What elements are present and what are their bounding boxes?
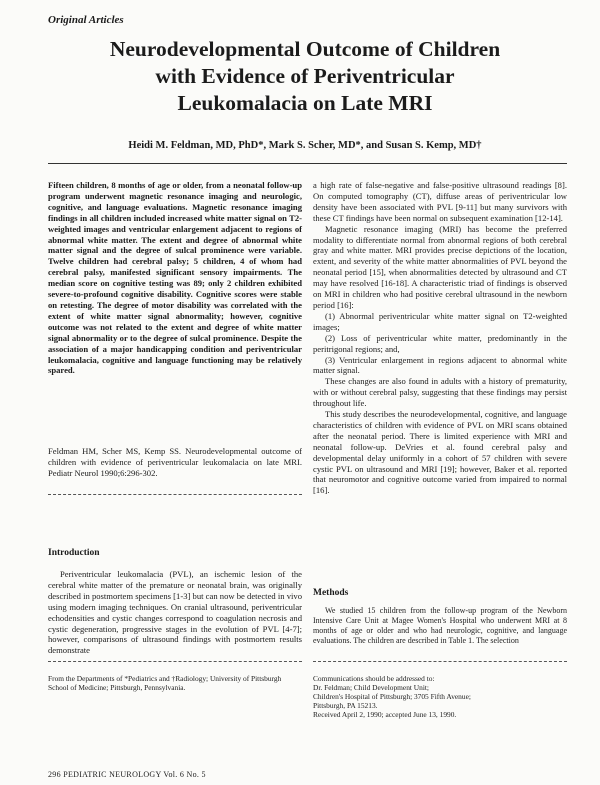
correspondence-line: Children's Hospital of Pittsburgh; 3705 Fifth Avenue;	[313, 692, 471, 701]
list-item: (2) Loss of periventricular white matter, predominantly in the peritrigonal regions; and,	[313, 332, 567, 354]
correspondence-line: Pittsburgh, PA 15213.	[313, 701, 378, 710]
paragraph: This study describes the neurodevelopmental, cognitive, and language characteristics of children with evidence of PVL on MRI scans obtained after the neonatal period. There is limited experience with MRI and neonatal follow-up. DeVries et al. found cerebral palsy and developmental delay uniformly in a cohort of 57 children with severe cystic PVL on ultrasound and MRI [19]; however, Baker et al. reported that neuromotor and cognitive outcome varied from impaired to normal [16].	[313, 409, 567, 496]
methods-paragraph: We studied 15 children from the follow-up program of the Newborn Intensive Care Unit at Magee Women's Hospital who underwent MRI at 8 months of age or older and who had neurologic, cognitive, and language evaluations. The children are described in Table 1. The selection	[313, 606, 567, 645]
introduction-heading: Introduction	[48, 548, 100, 558]
introduction-text	[48, 569, 302, 656]
correspondence-line: Dr. Feldman; Child Development Unit;	[313, 683, 429, 692]
methods-heading: Methods	[313, 588, 349, 598]
author-list: Heidi M. Feldman, MD, PhD*, Mark S. Scher, MD*, and Susan S. Kemp, MD†	[128, 140, 482, 151]
paragraph: a high rate of false-negative and false-positive ultrasound readings [8]. On computed tomography (CT), diffuse areas of periventricular low density have been associated with PVL [9-11] but many survivors with these CT findings have been normal on subsequent examination [12-14].	[313, 180, 567, 223]
page-footer: 296 PEDIATRIC NEUROLOGY Vol. 6 No. 5	[48, 770, 206, 779]
correspondence-line: Communications should be addressed to:	[313, 674, 435, 683]
title-divider	[48, 163, 567, 164]
section-label: Original Articles	[48, 14, 124, 26]
affiliation-note: From the Departments of *Pediatrics and †Radiology; University of Pittsburgh School of Medicine; Pittsburgh, Pennsylvania.	[48, 674, 282, 692]
abstract: Fifteen children, 8 months of age or older, from a neonatal follow-up program underwent magnetic resonance imaging and neurologic, cognitive, and language evaluations. Magnetic resonance imaging findings in all children included increased white matter signal on T2-weighted images and ventricular enlargement adjacent to regions of abnormal white matter. The extent and degree of abnormal white matter signal and the degree of sulcal prominence were variable. Twelve children had cerebral palsy; 5 children, 4 of whom had cerebral palsy, manifested significant sensory impairments. The median score on cognitive testing was 89; only 2 children exhibited severe-to-profound cognitive disability. Cognitive scores were stable on retesting. The degree of motor disability was correlated with the extent of white matter signal abnormality; however, cognitive outcome was not related to the extent and degree of white matter signal abnormality or to the degree of sulcal prominence. Despite the association of a major handicapping condition and periventricular leukomalacia, cognitive and language functioning may be relatively spared.	[48, 180, 302, 376]
title-line: with Evidence of Periventricular	[155, 64, 455, 88]
citation-divider	[48, 494, 302, 495]
paragraph: These changes are also found in adults with a history of prematurity, with or without cerebral palsy, suggesting that these findings may persist throughout life.	[313, 376, 567, 409]
column-footnote-divider	[48, 661, 302, 662]
list-item: (3) Ventricular enlargement in regions adjacent to abnormal white matter signal.	[313, 354, 567, 376]
paragraph: Magnetic resonance imaging (MRI) has become the preferred modality to differentiate normal from abnormal regions of both cerebral gray and white matter. MRI provides precise depictions of the location, extent, and severity of the white matter abnormalities of PVL beyond the neonatal period [15], when abnormalities detected by ultrasound and CT may have resolved [16-18]. A characteristic triad of findings is observed on MRI in children who had positive cerebral ultrasound in the newborn period [16]:	[313, 223, 567, 310]
title-line: Leukomalacia on Late MRI	[177, 91, 433, 115]
title-line: Neurodevelopmental Outcome of Children	[109, 37, 501, 61]
citation: Feldman HM, Scher MS, Kemp SS. Neurodevelopmental outcome of children with evidence of periventricular leukomalacia on late MRI. Pediatr Neurol 1990;6:296-302.	[48, 446, 302, 478]
list-item: (1) Abnormal periventricular white matter signal on T2-weighted images;	[313, 310, 567, 332]
correspondence-line: Received April 2, 1990; accepted June 13, 1990.	[313, 710, 457, 719]
right-footnote-divider	[313, 661, 567, 662]
methods-text	[313, 606, 567, 646]
introduction-paragraph: Periventricular leukomalacia (PVL), an ischemic lesion of the cerebral white matter of the premature or neonatal brain, was originally described in postmortem specimens [1-3] but can now be detected in vivo using modern imaging techniques. On cranial ultrasound, periventricular echodensities and cystic changes correspond to coagulation necrosis and cystic degeneration, progressive stages in the evolution of PVL [4-7]; however, comparisons of ultrasound findings with postmortem results demonstrate	[48, 569, 302, 656]
correspondence-note	[313, 674, 567, 719]
article-title	[60, 36, 550, 117]
right-column-text	[313, 180, 567, 496]
